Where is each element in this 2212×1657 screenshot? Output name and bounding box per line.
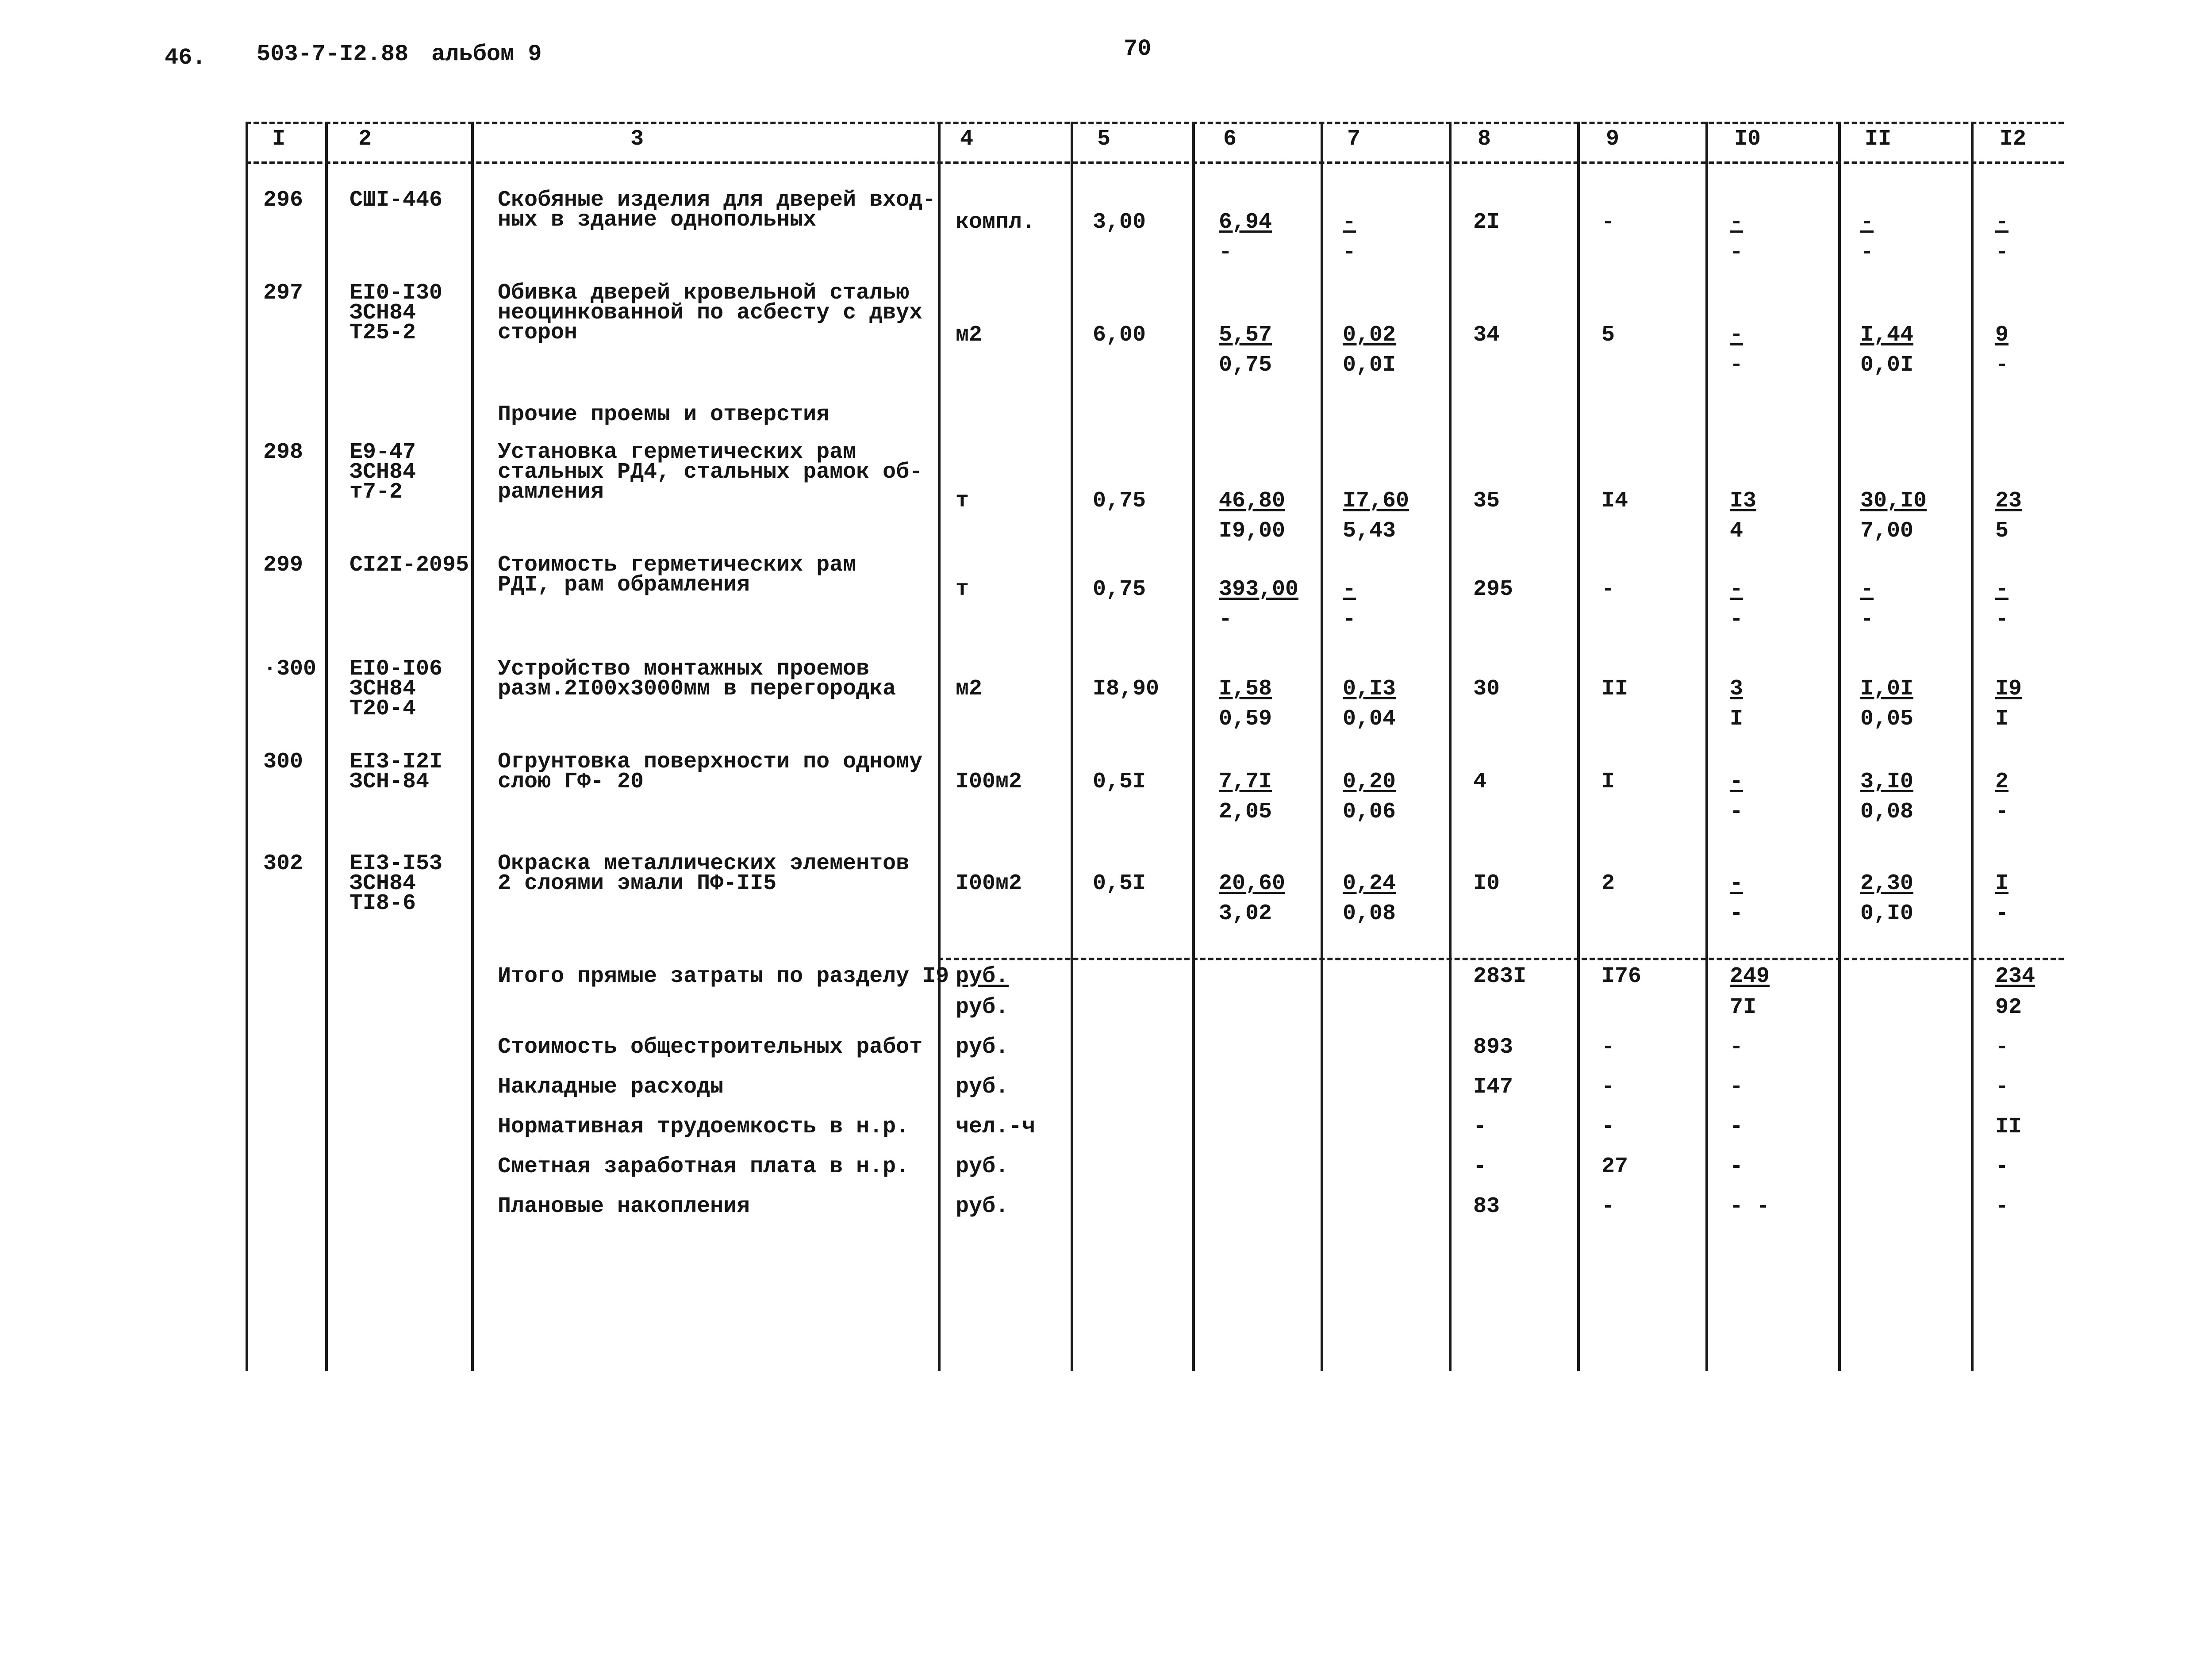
total-c12: II	[1995, 1114, 2022, 1139]
item-c9: 5	[1601, 322, 1615, 348]
item-c9: I	[1601, 769, 1615, 794]
item-c10-bottom: -	[1730, 607, 1743, 632]
item-description: сторон	[498, 320, 578, 345]
item-description: 2 слоями эмали ПФ-II5	[498, 871, 777, 896]
item-code: EI3-I53	[349, 851, 443, 876]
item-c12-top: 23	[1995, 488, 2022, 514]
item-c6-top: 6,94	[1219, 210, 1272, 235]
column-rule	[1577, 122, 1580, 1371]
item-description: ных в здание однопольных	[498, 207, 817, 233]
item-c11-top: -	[1860, 210, 1874, 235]
item-c11-bottom: 7,00	[1860, 518, 1914, 544]
item-c7-bottom: 0,04	[1343, 706, 1396, 732]
item-c7-top: 0,24	[1343, 871, 1396, 896]
item-c7-bottom: 0,08	[1343, 901, 1396, 926]
album-label: альбом 9	[431, 41, 542, 67]
total-c8: I47	[1473, 1074, 1513, 1100]
total-c10: -	[1730, 1035, 1743, 1060]
item-c6-top: 7,7I	[1219, 769, 1272, 794]
column-rule	[1449, 122, 1452, 1371]
item-c8: 295	[1473, 577, 1513, 602]
item-c7-top: I7,60	[1343, 488, 1409, 514]
item-c8: 35	[1473, 488, 1500, 514]
item-c8: I0	[1473, 871, 1500, 896]
item-c12-bottom: -	[1995, 240, 2009, 265]
item-c10-bottom: -	[1730, 353, 1743, 378]
column-header: 2	[358, 127, 372, 152]
item-c10-bottom: -	[1730, 799, 1743, 825]
item-code: EI0-I30	[349, 280, 443, 306]
item-c8: 30	[1473, 676, 1500, 702]
item-unit: м2	[956, 676, 983, 702]
item-unit: I00м2	[956, 769, 1022, 794]
total-c12: -	[1995, 1194, 2009, 1219]
total-c10: - -	[1730, 1194, 1770, 1219]
total-label: Нормативная трудоемкость в н.р.	[498, 1114, 910, 1139]
total-c10: -	[1730, 1154, 1743, 1179]
total-c12: -	[1995, 1035, 2009, 1060]
item-c6-bottom: -	[1219, 240, 1233, 265]
item-c11-top: I,44	[1860, 322, 1914, 348]
item-c10-top: -	[1730, 210, 1743, 235]
item-c11-bottom: 0,0I	[1860, 353, 1914, 378]
item-c12-top: -	[1995, 577, 2009, 602]
item-unit: компл.	[956, 210, 1036, 235]
total-label: Плановые накопления	[498, 1194, 750, 1219]
total-unit: руб.	[956, 1194, 1009, 1219]
item-c12-bottom: 5	[1995, 518, 2009, 544]
item-quantity: 0,75	[1093, 488, 1146, 514]
total-label: Сметная заработная плата в н.р.	[498, 1154, 910, 1179]
item-c10-bottom: -	[1730, 240, 1743, 265]
item-c7-top: -	[1343, 210, 1356, 235]
item-code: СШI-446	[349, 188, 443, 213]
item-quantity: 0,5I	[1093, 871, 1146, 896]
item-c9: II	[1601, 676, 1628, 702]
column-header: 7	[1347, 127, 1361, 152]
column-header: 3	[630, 127, 644, 152]
item-c8: 34	[1473, 322, 1500, 348]
page-index: 46.	[165, 45, 206, 71]
total-c9: I76	[1601, 964, 1642, 989]
item-c12-top: 9	[1995, 322, 2009, 348]
item-c11-bottom: -	[1860, 240, 1874, 265]
item-c6-bottom: -	[1219, 607, 1233, 632]
item-c9: -	[1601, 577, 1615, 602]
item-unit: I00м2	[956, 871, 1022, 896]
item-description: Огрунтовка поверхности по одному	[498, 749, 923, 775]
total-c8: 83	[1473, 1194, 1500, 1219]
column-header: II	[1865, 127, 1892, 152]
item-number: 298	[263, 440, 303, 465]
item-code: Т25-2	[349, 320, 416, 345]
item-c12-top: -	[1995, 210, 2009, 235]
item-unit: т	[956, 488, 969, 514]
item-c6-bottom: I9,00	[1219, 518, 1286, 544]
item-quantity: 6,00	[1093, 322, 1146, 348]
column-rule	[246, 122, 248, 1371]
item-code: т7-2	[349, 479, 403, 505]
item-description: Стоимость герметических рам	[498, 552, 856, 578]
item-code: E9-47	[349, 440, 416, 465]
item-c11-bottom: -	[1860, 607, 1874, 632]
column-rule	[1321, 122, 1323, 1371]
column-header: I2	[2000, 127, 2027, 152]
total-c9: -	[1601, 1194, 1615, 1219]
item-c11-bottom: 0,08	[1860, 799, 1914, 825]
item-c12-top: I	[1995, 871, 2009, 896]
item-c11-top: 30,I0	[1860, 488, 1927, 514]
item-c6-bottom: 3,02	[1219, 901, 1272, 926]
item-c7-bottom: 0,0I	[1343, 353, 1396, 378]
column-rule	[1838, 122, 1841, 1371]
total-unit: руб.	[956, 1074, 1009, 1100]
item-c8: 2I	[1473, 210, 1500, 235]
item-number: 300	[263, 749, 303, 775]
item-c10-top: -	[1730, 769, 1743, 794]
item-c6-top: 393,00	[1219, 577, 1299, 602]
column-header: 9	[1606, 127, 1620, 152]
total-c9: -	[1601, 1114, 1615, 1139]
column-rule	[938, 122, 941, 1371]
item-c10-top: -	[1730, 871, 1743, 896]
item-c7-bottom: 5,43	[1343, 518, 1396, 544]
item-description: Обивка дверей кровельной сталью	[498, 280, 910, 306]
item-unit: м2	[956, 322, 983, 348]
item-code: ТI8-6	[349, 891, 416, 916]
item-number: 296	[263, 188, 303, 213]
total-label: Итого прямые затраты по разделу I9	[498, 964, 949, 989]
header-top-rule	[246, 122, 2064, 124]
total-unit: руб.	[956, 995, 1009, 1020]
item-code: ЗСН84	[349, 460, 416, 485]
total-c8: 893	[1473, 1035, 1513, 1060]
item-c11-bottom: 0,05	[1860, 706, 1914, 732]
column-rule	[1705, 122, 1708, 1371]
total-c8: 283I	[1473, 964, 1527, 989]
item-c6-top: I,58	[1219, 676, 1272, 702]
item-c12-bottom: -	[1995, 607, 2009, 632]
item-description: неоцинкованной по асбесту с двух	[498, 300, 923, 326]
item-c7-top: 0,20	[1343, 769, 1396, 794]
total-c9: 27	[1601, 1154, 1628, 1179]
item-c10-top: -	[1730, 322, 1743, 348]
total-unit: чел.-ч	[956, 1114, 1036, 1139]
total-c12: 234	[1995, 964, 2035, 989]
column-rule	[1971, 122, 1974, 1371]
item-c8: 4	[1473, 769, 1487, 794]
total-c10: 7I	[1730, 995, 1757, 1020]
item-c11-top: 3,I0	[1860, 769, 1914, 794]
column-header: 4	[960, 127, 974, 152]
item-c7-bottom: -	[1343, 607, 1356, 632]
item-quantity: I8,90	[1093, 676, 1160, 702]
item-description: разм.2I00х3000мм в перегородка	[498, 676, 896, 702]
item-number: 299	[263, 552, 303, 578]
item-c11-bottom: 0,I0	[1860, 901, 1914, 926]
item-description: РДI, рам обрамления	[498, 572, 750, 598]
item-description: слою ГФ- 20	[498, 769, 644, 794]
column-rule	[325, 122, 328, 1371]
total-c9: -	[1601, 1074, 1615, 1100]
item-c12-top: I9	[1995, 676, 2022, 702]
document-code: 503-7-I2.88	[257, 41, 409, 67]
item-c7-bottom: 0,06	[1343, 799, 1396, 825]
item-c9: 2	[1601, 871, 1615, 896]
item-description: рамления	[498, 479, 604, 505]
total-c8: -	[1473, 1154, 1487, 1179]
item-code: CI2I-2095	[349, 552, 469, 578]
item-c7-top: -	[1343, 577, 1356, 602]
item-c7-top: 0,I3	[1343, 676, 1396, 702]
item-c7-top: 0,02	[1343, 322, 1396, 348]
total-c12: 92	[1995, 995, 2022, 1020]
total-c12: -	[1995, 1074, 2009, 1100]
header-bottom-rule	[246, 161, 2064, 164]
item-c6-top: 5,57	[1219, 322, 1272, 348]
item-code: Т20-4	[349, 696, 416, 721]
total-c9: -	[1601, 1035, 1615, 1060]
item-c10-top: -	[1730, 577, 1743, 602]
total-label: Стоимость общестроительных работ	[498, 1035, 923, 1060]
total-c8: -	[1473, 1114, 1487, 1139]
page-number: 70	[1124, 36, 1152, 62]
item-code: ЗСН-84	[349, 769, 430, 794]
item-c10-top: 3	[1730, 676, 1743, 702]
item-c11-top: -	[1860, 577, 1874, 602]
item-description: Установка герметических рам	[498, 440, 856, 465]
item-code: EI3-I2I	[349, 749, 443, 775]
item-c6-top: 20,60	[1219, 871, 1286, 896]
item-c6-top: 46,80	[1219, 488, 1286, 514]
item-c11-top: 2,30	[1860, 871, 1914, 896]
total-label: Накладные расходы	[498, 1074, 724, 1100]
total-unit: руб.	[956, 964, 1009, 989]
item-description: Устройство монтажных проемов	[498, 656, 870, 682]
column-header: I	[272, 127, 286, 152]
item-c10-bottom: -	[1730, 901, 1743, 926]
item-c12-top: 2	[1995, 769, 2009, 794]
item-code: EI0-I06	[349, 656, 443, 682]
item-c10-top: I3	[1730, 488, 1757, 514]
item-number: 297	[263, 280, 303, 306]
item-c10-bottom: 4	[1730, 518, 1743, 544]
column-rule	[1071, 122, 1073, 1371]
item-description: Окраска металлических элементов	[498, 851, 910, 876]
item-description: Скобяные изделия для дверей вход-	[498, 188, 936, 213]
item-c10-bottom: I	[1730, 706, 1743, 732]
total-c10: 249	[1730, 964, 1770, 989]
item-c12-bottom: -	[1995, 799, 2009, 825]
section-title: Прочие проемы и отверстия	[498, 402, 830, 427]
totals-rule	[938, 958, 2064, 960]
item-c9: -	[1601, 210, 1615, 235]
item-code: ЗСН84	[349, 300, 416, 326]
item-quantity: 3,00	[1093, 210, 1146, 235]
item-c7-bottom: -	[1343, 240, 1356, 265]
column-rule	[1192, 122, 1195, 1371]
total-unit: руб.	[956, 1154, 1009, 1179]
item-c12-bottom: I	[1995, 706, 2009, 732]
column-header: 8	[1478, 127, 1491, 152]
item-code: ЗСН84	[349, 676, 416, 702]
item-c12-bottom: -	[1995, 901, 2009, 926]
total-c10: -	[1730, 1074, 1743, 1100]
item-c11-top: I,0I	[1860, 676, 1914, 702]
item-quantity: 0,75	[1093, 577, 1146, 602]
item-c6-bottom: 2,05	[1219, 799, 1272, 825]
total-c10: -	[1730, 1114, 1743, 1139]
total-unit: руб.	[956, 1035, 1009, 1060]
column-header: 6	[1223, 127, 1237, 152]
item-quantity: 0,5I	[1093, 769, 1146, 794]
column-header: 5	[1097, 127, 1111, 152]
item-code: ЗСН84	[349, 871, 416, 896]
item-number: ·300	[263, 656, 317, 682]
item-unit: т	[956, 577, 969, 602]
total-c12: -	[1995, 1154, 2009, 1179]
item-description: стальных РД4, стальных рамок об-	[498, 460, 923, 485]
column-rule	[471, 122, 474, 1371]
item-c9: I4	[1601, 488, 1628, 514]
column-header: I0	[1734, 127, 1761, 152]
item-number: 302	[263, 851, 303, 876]
item-c6-bottom: 0,59	[1219, 706, 1272, 732]
item-c12-bottom: -	[1995, 353, 2009, 378]
item-c6-bottom: 0,75	[1219, 353, 1272, 378]
